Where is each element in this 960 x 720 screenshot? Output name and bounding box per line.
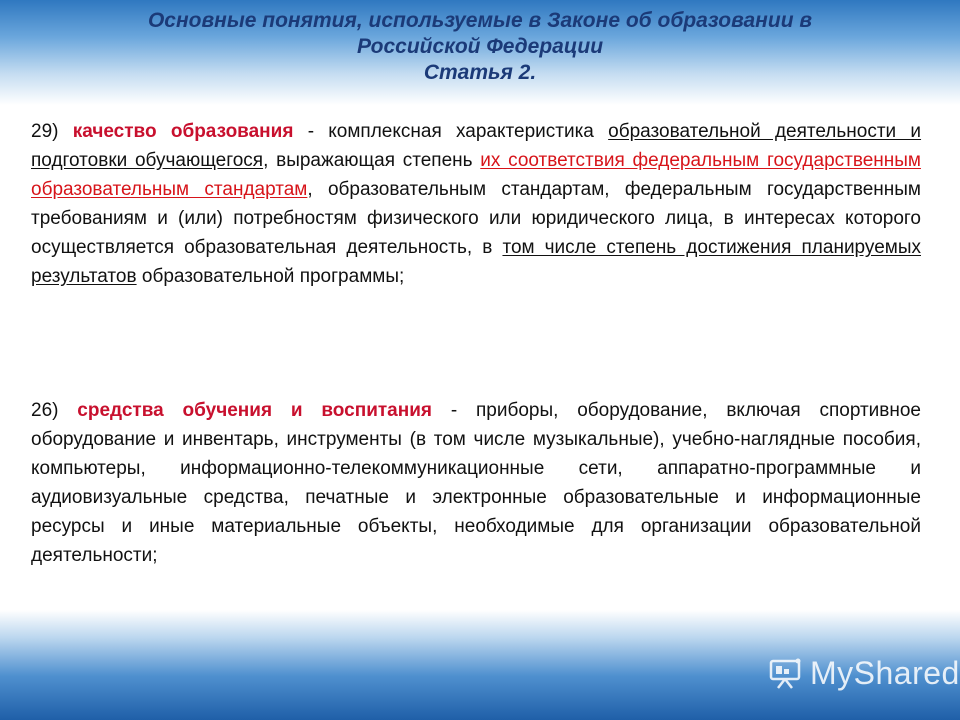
underlined-phrase: том числе степень достижения планируемых результатов: [31, 237, 921, 287]
dash: -: [450, 400, 458, 421]
dash: -: [307, 121, 315, 142]
title-line-2: Российской Федерации: [356, 35, 604, 58]
title-line-3: Статья 2.: [423, 61, 537, 84]
definition-text: образовательной программы;: [141, 266, 405, 287]
definition-means-of-education: [31, 396, 921, 570]
highlighted-phrase: их соответствия федеральным государственным образовательным стандартам: [31, 150, 921, 200]
watermark-text: MyShared: [810, 655, 960, 691]
item-number: 29): [31, 121, 59, 142]
term-means-of-education: средства обучения и воспитания: [77, 400, 432, 421]
definition-text: приборы, оборудование, включая спортивное оборудование и инвентарь, инструменты (в том числе музыкальные), учебно-наглядные пособия, компьютеры, информационно-телекоммуникационные сети, аппаратно-программные и аудиовизуальные средства, печатные и электронные образовательные и информационные ресурсы и иные материальные объекты, необходимые для организации образовательной деятельности;: [31, 400, 922, 566]
definition-text: комплексная характеристика: [328, 121, 594, 142]
definition-quality-of-education: [31, 117, 921, 291]
term-quality-of-education: качество образования: [72, 121, 294, 142]
watermark-logo: [768, 655, 960, 692]
title-line-1: Основные понятия, используемые в Законе об образовании в: [147, 9, 813, 32]
item-number: 26): [31, 400, 59, 421]
presentation-board-icon: [768, 657, 802, 691]
underlined-phrase: образовательной деятельности и подготовки обучающегося: [31, 121, 922, 171]
definition-text: , образовательным стандартам, федеральным государственным требованиям и (или) потребностям физического или юридического лица, в интересах которого осуществляется образовательная деятельность, в: [31, 179, 921, 258]
definition-text: , выражающая степень: [263, 150, 473, 171]
page-title: [40, 8, 920, 86]
